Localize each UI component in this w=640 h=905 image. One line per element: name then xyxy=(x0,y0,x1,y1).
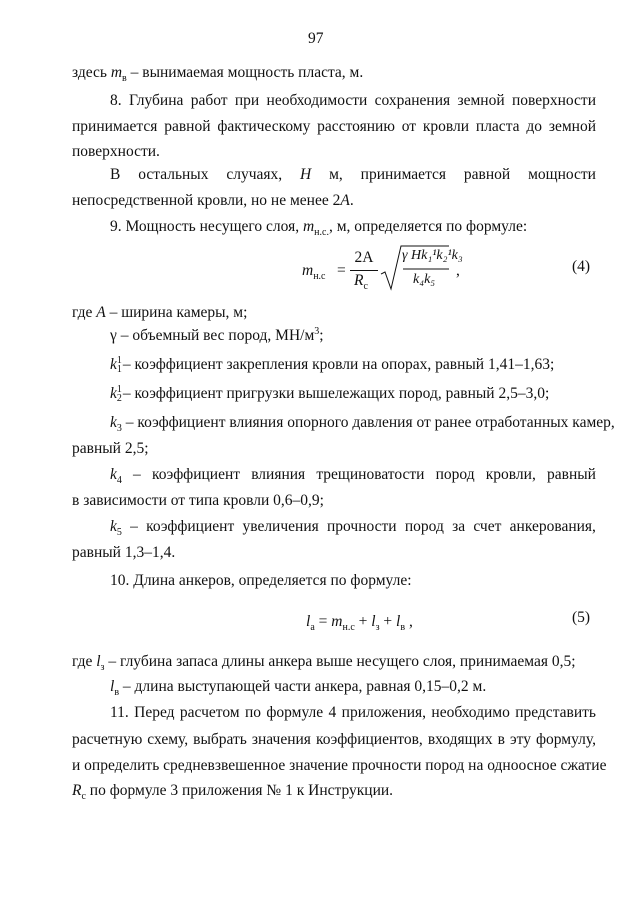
w6: кровли, xyxy=(485,466,536,483)
f5-plus1: + xyxy=(354,613,372,630)
def-l3-sub: з xyxy=(100,662,105,674)
f5-la-sub: a xyxy=(310,622,315,634)
def-k1-text: – коэффициент закрепления кровли на опорах, равный 1,41–1,63; xyxy=(122,356,555,373)
def-k5-line1 xyxy=(110,518,596,539)
formula4-equals: = xyxy=(337,262,346,279)
item9-text-b: , м, определяется по формуле: xyxy=(328,218,528,235)
item11-rc-sub: c xyxy=(81,791,86,803)
formula4-den xyxy=(354,272,368,293)
other-cases-line2-a: непосредственной кровли, но не менее 2 xyxy=(72,192,341,209)
def-k1-sup: 1 xyxy=(116,355,122,367)
def-gamma-text: γ – объемный вес пород, МН/м xyxy=(110,327,315,344)
formula4-lhs xyxy=(302,262,326,283)
formula4-root-den: k₄k₅ xyxy=(413,272,436,287)
def-k2-text: – коэффициент пригрузки вышележащих пород, равный 2,5–3,0; xyxy=(122,385,550,402)
def-k3-line1 xyxy=(110,414,615,435)
w1: – xyxy=(133,466,141,483)
def-k4-line1 xyxy=(110,466,596,487)
other-cases-line2-b: . xyxy=(349,192,354,209)
def-lv xyxy=(110,678,487,699)
intro-text: – вынимаемая мощность пласта, м. xyxy=(126,64,364,81)
item9-var: m xyxy=(302,218,315,235)
intro-var-sub: в xyxy=(122,73,127,85)
item9-var-sub: н.с. xyxy=(314,227,329,239)
def-a-var: A xyxy=(96,304,106,321)
f5-m: m xyxy=(331,613,343,630)
def-k2-indices xyxy=(117,385,122,403)
f5-m-sub: н.с xyxy=(342,622,355,634)
f5-plus2: + xyxy=(379,613,397,630)
item11-line3: и определить средневзвешенное значение прочности пород на одноосное сжатие xyxy=(72,757,607,774)
def-k4-var: $k_4$ xyxy=(110,466,122,487)
v5: пород xyxy=(404,518,444,535)
def-a-text: – ширина камеры, м; xyxy=(105,304,248,321)
def-gamma xyxy=(110,327,324,345)
w3: влияния xyxy=(251,466,306,483)
other-cases-line2 xyxy=(72,192,354,210)
def-k3-text: – коэффициент влияния опорного давления от ранее отработанных камер, xyxy=(125,414,615,431)
w5: пород xyxy=(435,466,475,483)
v6: за xyxy=(452,518,466,535)
def-l3-var: l xyxy=(96,653,101,670)
item11-line1: 11. Перед расчетом по формуле 4 приложения, необходимо представить xyxy=(110,704,596,721)
word-ostalnyh: остальных xyxy=(138,166,209,183)
item10-intro: 10. Длина анкеров, определяется по формуле: xyxy=(110,572,412,589)
formula4-number: (4) xyxy=(572,258,591,275)
f5-eq: = xyxy=(314,613,332,630)
def-a xyxy=(72,304,247,322)
intro-prefix: здесь xyxy=(72,64,111,81)
def-k3-line2: равный 2,5; xyxy=(72,440,149,457)
v4: прочности xyxy=(327,518,397,535)
def-k3-var: k xyxy=(110,414,117,431)
f5-lv-sub: в xyxy=(400,622,406,634)
v7: счет xyxy=(473,518,502,535)
def-k2-sup: 1 xyxy=(116,384,122,396)
def-a-where: где xyxy=(72,304,97,321)
formula4-den-var: R xyxy=(354,272,364,289)
word-m: м, xyxy=(329,166,343,183)
item8-line2: принимается равной фактическому расстоянию от кровли пласта до земной xyxy=(72,118,596,135)
item9-text-a: 9. Мощность несущего слоя, xyxy=(110,218,303,235)
w4: трещиноватости xyxy=(316,466,425,483)
formula4-num: 2A xyxy=(354,249,374,266)
formula4-den-sub: c xyxy=(363,281,368,293)
def-k5-line2: равный 1,3–1,4. xyxy=(72,544,176,561)
item8-line1: 8. Глубина работ при необходимости сохранения земной поверхности xyxy=(110,92,596,109)
formula4-comma: , xyxy=(456,262,460,279)
item8-line3: поверхности. xyxy=(72,143,160,160)
f5-lv: l xyxy=(396,613,401,630)
item11-line4-text: по формуле 3 приложения № 1 к Инструкции. xyxy=(85,782,394,799)
def-lv-sub: в xyxy=(114,687,120,699)
intro-line xyxy=(72,64,364,85)
var-h: H xyxy=(300,166,312,183)
word-moshchnosti: мощности xyxy=(528,166,596,183)
v1: – xyxy=(130,518,138,535)
def-k2-sub: 2 xyxy=(116,393,122,405)
f5-la: l xyxy=(306,613,311,630)
v3: увеличения xyxy=(242,518,319,535)
f5-comma: , xyxy=(405,613,413,630)
formula-5 xyxy=(306,613,413,634)
formula4-root-num: γ Hk₁¹k₂¹k₃ xyxy=(402,248,463,263)
page-number: 97 xyxy=(308,30,324,47)
item11-line4 xyxy=(72,782,394,803)
def-k1-indices xyxy=(117,356,122,374)
def-k1 xyxy=(110,356,554,374)
def-k4-line2: в зависимости от типа кровли 0,6–0,9; xyxy=(72,492,324,509)
item11-line2: расчетную схему, выбрать значения коэффициентов, входящих в эту формулу, xyxy=(72,731,596,748)
f5-l3: l xyxy=(371,613,376,630)
def-gamma-end: ; xyxy=(319,327,324,344)
item9-intro xyxy=(110,218,528,239)
word-prinimaetsya: принимается xyxy=(360,166,447,183)
formula4-lhs-sub: н.с xyxy=(313,271,326,283)
formula4-lhs-var: m xyxy=(302,262,314,279)
def-lv-var: l xyxy=(110,678,115,695)
def-k2 xyxy=(110,385,549,403)
def-k1-var: k xyxy=(110,356,117,373)
w7: равный xyxy=(547,466,596,483)
def-l3-text: – глубина запаса длины анкера выше несущего слоя, принимаемая 0,5; xyxy=(104,653,576,670)
other-cases-line2-var: A xyxy=(340,192,350,209)
other-cases-line1 xyxy=(110,166,596,184)
v8: анкерования, xyxy=(509,518,596,535)
word-v: В xyxy=(110,166,121,183)
def-k1-sub: 1 xyxy=(116,364,122,376)
word-sluchayah: случаях, xyxy=(226,166,283,183)
def-k5-var: $k_5$ xyxy=(110,518,122,539)
def-lv-text: – длина выступающей части анкера, равная 0,15–0,2 м. xyxy=(119,678,487,695)
f5-l3-sub: з xyxy=(375,622,380,634)
v2: коэффициент xyxy=(146,518,235,535)
formula4-fracbar xyxy=(350,270,378,271)
def-l3-where: где xyxy=(72,653,97,670)
formula5-number: (5) xyxy=(572,609,591,626)
word-ravnoy: равной xyxy=(463,166,511,183)
def-k3-sub: 3 xyxy=(116,423,122,435)
def-l3 xyxy=(72,653,576,674)
def-gamma-sup: 3 xyxy=(314,325,320,337)
item11-rc-var: R xyxy=(72,782,82,799)
intro-var: m xyxy=(110,64,123,81)
w2: коэффициент xyxy=(151,466,241,483)
def-k2-var: k xyxy=(110,385,117,402)
